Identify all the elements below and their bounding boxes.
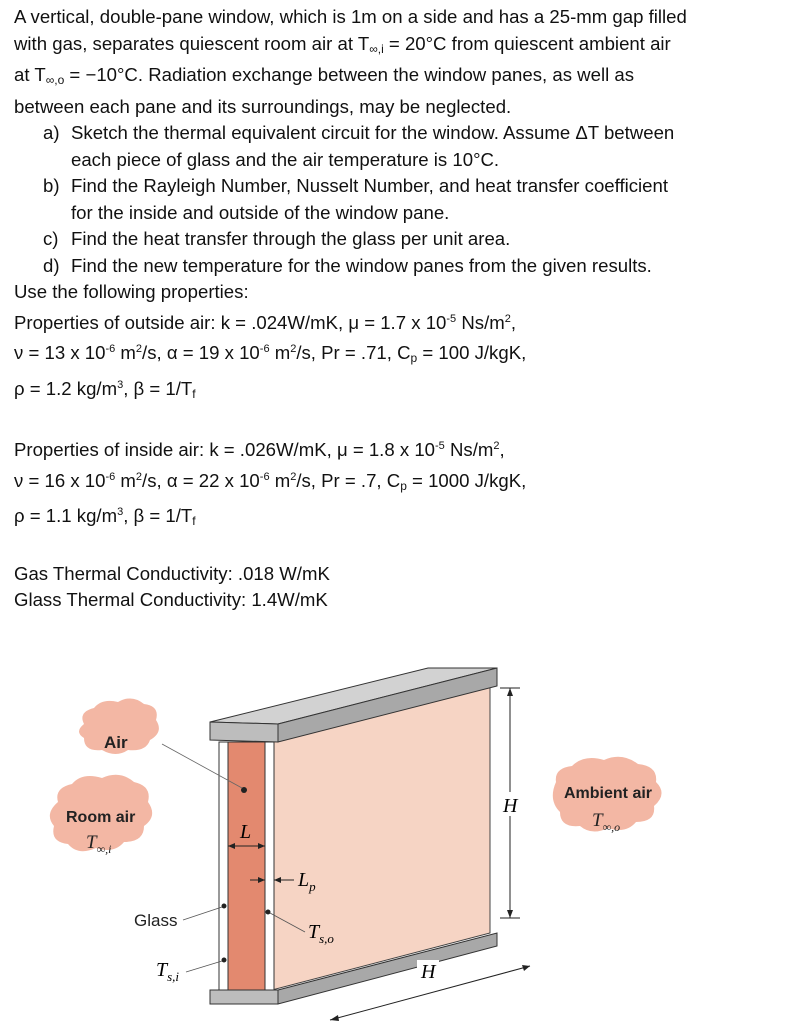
L-label: L [240,821,252,843]
gas-conductivity: Gas Thermal Conductivity: .018 W/mK [14,562,330,584]
H-right-head-bottom [507,910,513,918]
ambient-air-label: Ambient air [564,785,653,802]
glass-label: Glass [134,911,178,930]
task-b: b) Find the Rayleigh Number, Nusselt Number, and heat transfer coefficient for the inside and outside of the window pane. [43,175,669,223]
room-air-symbol: $T_{\infty,i}$ [86,832,112,856]
glass-conductivity: Glass Thermal Conductivity: 1.4W/mK [14,589,328,610]
task-list [14,120,774,279]
inside-air-properties: Properties of inside air: k = .026W/mK, μ = 1.8 x $10^{-5}$ $Ns/m^2$, ν = 16 x $10^{-6}$ $m^2/s$, α = 22 x $10^{-6}$ $m^2/s$, Pr = .7, $C_p = 1000$ J/kgK, ρ = 1.1 $kg/m^3$, $\beta = 1/T_f$ [14,439,527,528]
room-air-label: Room air [66,809,136,826]
Lp-label: $L_p$ [298,869,316,894]
intro-line-4: between each pane and its surroundings, may be neglected. [14,95,512,117]
Tso-label: $T_{s,o}$ [308,921,334,946]
task-d: d) Find the new temperature for the window panes from the given results. [43,254,652,276]
problem-text [14,4,774,614]
top-frame-front [210,722,278,742]
gas-gap [228,742,265,990]
intro-line-1: A vertical, double-pane window, which is 1m on a side and has a 25-mm gap filled [14,6,687,27]
H-bottom-label: H [421,961,436,983]
outside-air-properties: Properties of outside air: k = .024W/mK, μ = 1.7 x $10^{-5}$ $Ns/m^2$, ν = 13 x $10^{-6}$ $m^2/s$, α = 19 x $10^{-6}$ $m^2/s$, Pr = .71, $C_p = 100$ J/kgK, ρ = 1.2 $kg/m^3$, $\beta = 1/T_f$ [14,311,527,401]
intro-line-3: at $T_{\infty,o} = -10^\circ C$. Radiation exchange between the window panes, as well as [14,64,635,87]
task-c: c) Find the heat transfer through the glass per unit area. [43,228,511,249]
Tsi-label: $T_{s,i}$ [156,959,180,984]
air-label: Air [104,733,128,752]
task-a: a) Sketch the thermal equivalent circuit for the window. Assume ΔT between each piece of glass and the air temperature is 10°C. [43,122,675,170]
use-following: Use the following properties: [14,281,249,302]
outer-glass-pane [265,742,274,990]
intro-line-2: with gas, separates quiescent room air at $T_{\infty,i} = 20^\circ C$ from quiescent ambient air [14,32,671,56]
H-right-label: H [503,795,518,817]
window-figure [0,640,785,1024]
ambient-air-symbol: $T_{\infty,o}$ [592,810,621,834]
bottom-frame-front [210,990,278,1004]
H-right-head-top [507,688,513,696]
